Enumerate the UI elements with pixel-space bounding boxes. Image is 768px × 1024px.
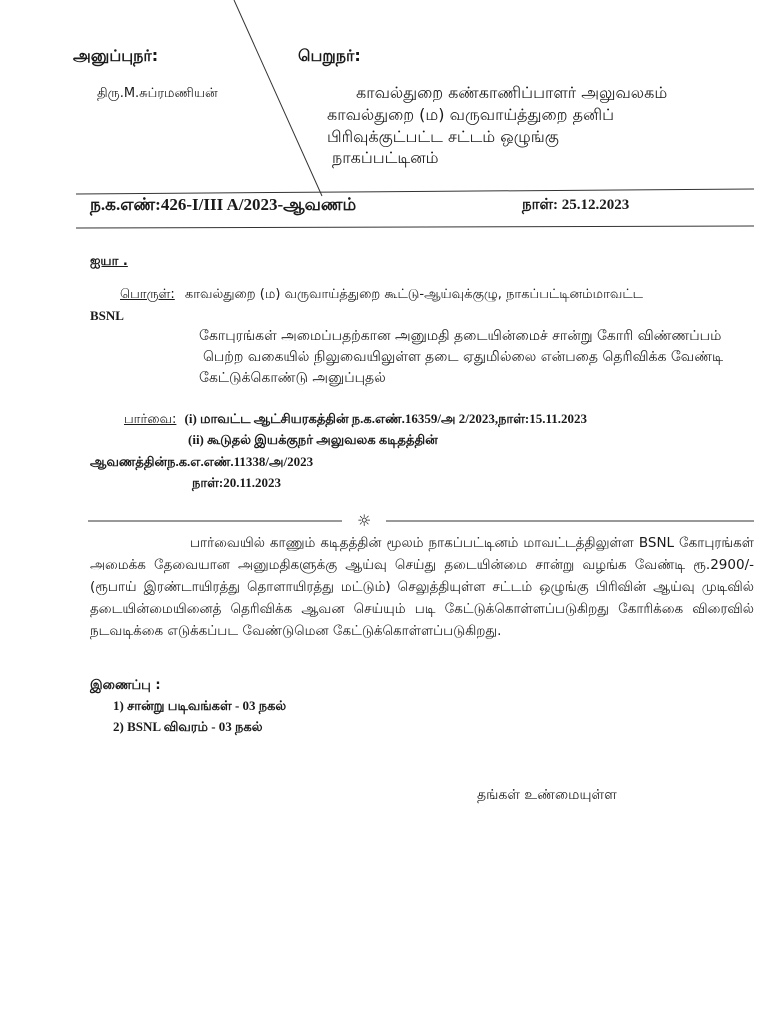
reference-date: நாள்: 25.12.2023 [522, 197, 630, 213]
sender-name: திரு.M.சுப்ரமணியன் [97, 86, 218, 101]
sun-divider-icon: ☼ [357, 511, 372, 530]
recipient-line-1: காவல்துறை கண்காணிப்பாளர் அலுவலகம் [356, 83, 668, 102]
body-paragraph [90, 532, 754, 642]
salutation: ஐயா . [90, 254, 128, 269]
subject-line-2: கோபுரங்கள் அமைப்பதற்கான அனுமதி தடையின்மைச் சான்று கோரி விண்ணப்பம் [199, 328, 722, 344]
reference-item-4: நாள்:20.11.2023 [192, 475, 281, 490]
sender-label: அனுப்புநர்: [73, 46, 159, 65]
subject-line-1: காவல்துறை (ம) வருவாய்த்துறை கூட்டு-ஆய்வுக்குழு, நாகப்பட்டினம்மாவட்ட [184, 287, 644, 302]
enclosures-label: இணைப்பு : [90, 678, 161, 693]
recipient-label: பெறுநர்: [298, 46, 361, 65]
reference-item-2: (ii) கூடுதல் இயக்குநர் அலுவலக கடிதத்தின் [188, 432, 438, 447]
recipient-line-3: பிரிவுக்குட்பட்ட சட்டம் ஒழுங்கு [327, 127, 559, 146]
reference-number: ந.க.எண்:426-I/III A/2023-ஆவணம் [90, 195, 357, 214]
body-text: பார்வையில் காணும் கடிதத்தின் மூலம் நாகப்பட்டினம் மாவட்டத்திலுள்ள BSNL கோபுரங்கள் அமைக்க தேவையான அனுமதிகளுக்கு ஆய்வு செய்து தடையின்மை சான்று வழங்க வேண்டி ரூ.2900/- (ரூபாய் இரண்டாயிரத்து தொளாயிரத்து மட்டும்) செலுத்தியுள்ள சட்டம் ஒழுங்கு பிரிவின் ஆய்வு முடிவில் தடையின்மையினைத் தெரிவிக்க ஆவன செய்யும் படி கேட்டுக்கொள்ளப்படுகிறது கோரிக்கை விரைவில் நடவடிக்கை எடுக்கப்பட வேண்டுமென கேட்டுக்கொள்ளப்படுகிறது. [90, 535, 754, 639]
rule-bottom [76, 226, 754, 228]
subject-line-1-tail: BSNL [90, 308, 124, 323]
reference-item-3: ஆவணத்தின்ந.க.எ.எண்.11338/அ/2023 [90, 454, 314, 469]
subject-label: பொருள்: [120, 287, 175, 302]
reference-item-1: (i) மாவட்ட ஆட்சியரகத்தின் ந.க.எண்.16359/அ 2/2023,நாள்:15.11.2023 [184, 411, 588, 426]
subject-row [120, 287, 643, 303]
references-label: பார்வை: [124, 412, 177, 427]
references-row-1 [124, 411, 587, 428]
recipient-line-2: காவல்துறை (ம) வருவாய்த்துறை தனிப் [327, 105, 615, 124]
recipient-line-4: நாகப்பட்டினம் [332, 148, 439, 167]
signature-closing: தங்கள் உண்மையுள்ள [477, 787, 617, 803]
rule-top [76, 189, 754, 194]
enclosure-item-2: 2) BSNL விவரம் - 03 நகல் [113, 719, 263, 734]
diagonal-stroke [234, 0, 322, 196]
subject-line-4: கேட்டுக்கொண்டு அனுப்புதல் [199, 370, 386, 386]
enclosure-item-1: 1) சான்று படிவங்கள் - 03 நகல் [113, 698, 287, 713]
subject-line-3: பெற்ற வகையில் நிலுவையிலுள்ள தடை ஏதுமில்லை என்பதை தெரிவிக்க வேண்டி [203, 349, 724, 365]
